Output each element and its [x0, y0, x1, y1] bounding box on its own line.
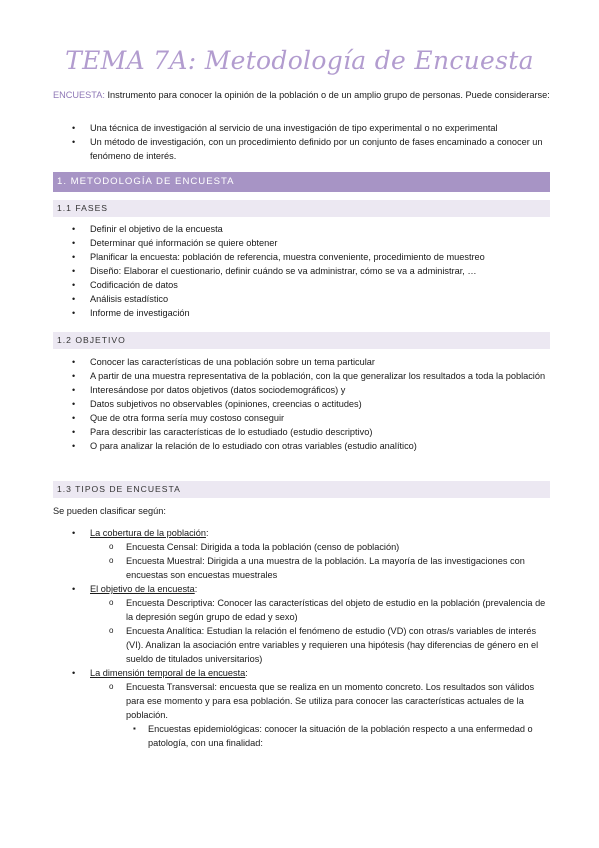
- list-item: • Diseño: Elaborar el cuestionario, definir cuándo se va administrar, cómo se va a administrar, …: [53, 264, 553, 278]
- list-item: • El objetivo de la encuesta:: [53, 582, 550, 596]
- group-label: El objetivo de la encuesta: [90, 584, 195, 594]
- list-item: • Conocer las características de una población sobre un tema particular: [53, 355, 553, 369]
- intro-paragraph: [53, 89, 553, 103]
- list-item: • O para analizar la relación de lo estudiado con otras variables (estudio analítico): [53, 439, 553, 453]
- page-title: TEMA 7A: Metodología de Encuesta: [65, 46, 534, 75]
- group-label: La cobertura de la población: [90, 528, 206, 538]
- list-item: • Codificación de datos: [53, 278, 553, 292]
- list-item: • Para describir las características de lo estudiado (estudio descriptivo): [53, 425, 553, 439]
- list-item: ▪ Encuestas epidemiológicas: conocer la situación de la población respecto a una enfermedad o patología, con una finalidad:: [53, 722, 550, 750]
- list-item: • Interesándose por datos objetivos (datos sociodemográficos) y: [53, 383, 553, 397]
- intro-keyword: ENCUESTA:: [53, 90, 105, 100]
- subsection-heading-tipos: 1.3 TIPOS DE ENCUESTA: [53, 481, 550, 498]
- list-item: • La cobertura de la población:: [53, 526, 550, 540]
- subsection-heading-fases: 1.1 FASES: [53, 200, 550, 217]
- list-item: • Datos subjetivos no observables (opiniones, creencias o actitudes): [53, 397, 553, 411]
- list-item: o Encuesta Censal: Dirigida a toda la población (censo de población): [53, 540, 550, 554]
- list-item: • Análisis estadístico: [53, 292, 553, 306]
- section-heading-metodologia: 1. METODOLOGÍA DE ENCUESTA: [53, 172, 550, 192]
- list-item: o Encuesta Transversal: encuesta que se realiza en un momento concreto. Los resultados son válidos para ese momento y para esa población. Se utiliza para conocer las características actuales de la población.: [53, 680, 550, 722]
- list-item: o Encuesta Descriptiva: Conocer las características del objeto de estudio en la población (prevalencia de la depresión según grupo de edad y sexo): [53, 596, 550, 624]
- subsection-heading-objetivo: 1.2 OBJETIVO: [53, 332, 550, 349]
- fases-list: [53, 222, 553, 320]
- intro-bullet-list: [53, 121, 553, 163]
- tipos-intro: Se pueden clasificar según:: [53, 506, 166, 516]
- intro-text: Instrumento para conocer la opinión de la población o de un amplio grupo de personas. Puede considerarse:: [107, 90, 550, 100]
- list-item: • Planificar la encuesta: población de referencia, muestra conveniente, procedimiento de muestreo: [53, 250, 553, 264]
- list-item: • Informe de investigación: [53, 306, 553, 320]
- list-item: o Encuesta Muestral: Dirigida a una muestra de la población. La mayoría de las investigaciones con encuestas son encuestas muestrales: [53, 554, 550, 582]
- list-item: o Encuesta Analítica: Estudian la relación el fenómeno de estudio (VD) con otras/s variables de interés (VI). Analizan la asociación entre variables y requieren una hipótesis (hay diferencias de género en el sueldo de titulados universitarios): [53, 624, 550, 666]
- list-item: • La dimensión temporal de la encuesta:: [53, 666, 550, 680]
- list-item: • Una técnica de investigación al servicio de una investigación de tipo experimental o no experimental: [53, 121, 553, 135]
- list-item: • Determinar qué información se quiere obtener: [53, 236, 553, 250]
- objetivo-list: [53, 355, 553, 453]
- list-item: • Que de otra forma sería muy costoso conseguir: [53, 411, 553, 425]
- list-item: • Un método de investigación, con un procedimiento definido por un conjunto de fases encaminado a conocer un fenómeno de interés.: [53, 135, 553, 163]
- group-label: La dimensión temporal de la encuesta: [90, 668, 246, 678]
- tipos-tree: [53, 526, 550, 750]
- list-item: • A partir de una muestra representativa de la población, con la que generalizar los resultados a toda la población: [53, 369, 553, 383]
- list-item: • Definir el objetivo de la encuesta: [53, 222, 553, 236]
